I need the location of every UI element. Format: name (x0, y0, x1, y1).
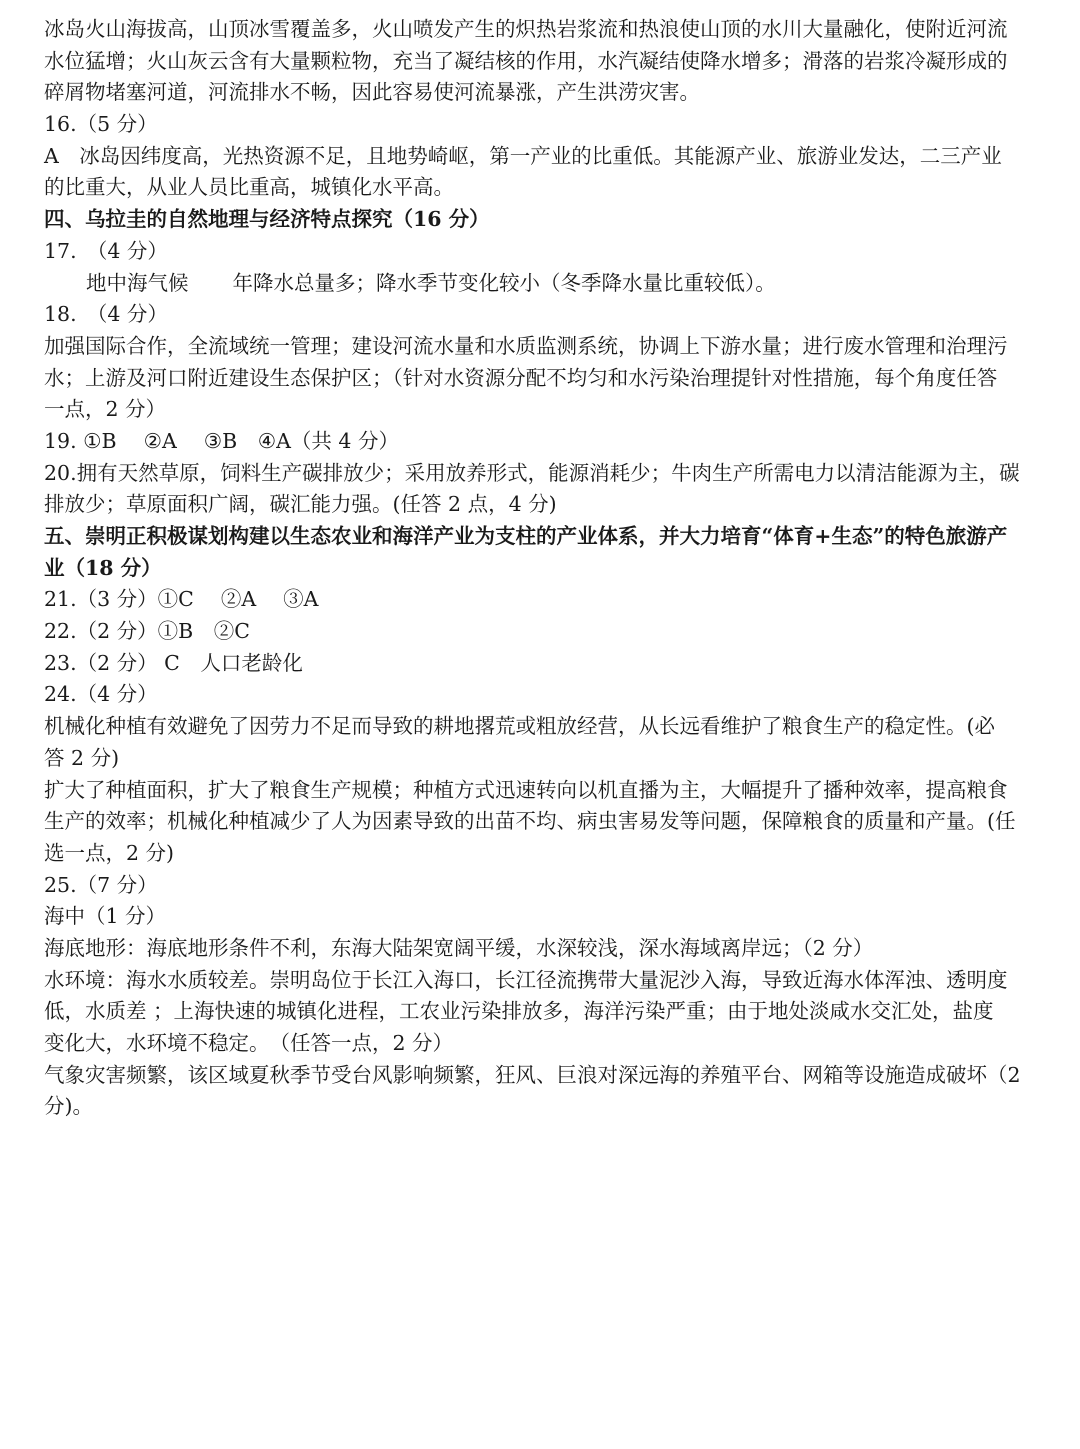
paragraph-line: 气象灾害频繁，该区域夏秋季节受台风影响频繁，狂风、巨浪对深远海的养殖平台、网箱等设施造成破坏（2 (44, 1062, 1021, 1087)
paragraph-line: 水；上游及河口附近建设生态保护区；（针对水资源分配不均匀和水污染治理提针对性措施，每个角度任答 (44, 365, 998, 390)
climate-feature: 年降水总量多；降水季节变化较小（冬季降水量比重较低）。 (232, 270, 776, 295)
question-number: 17. （4 分） (44, 238, 168, 263)
answer-line: 23.（2 分） C 人口老龄化 (44, 650, 303, 675)
paragraph-line: 的比重大，从业人员比重高，城镇化水平高。 (44, 175, 454, 200)
answer-line: 19. ①B ②A ③B ④A（共 4 分） (44, 428, 399, 453)
section-heading: 五、崇明正积极谋划构建以生态农业和海洋产业为支柱的产业体系，并大力培育“体育+生态”的特色旅游产 (44, 524, 1008, 548)
answer-key-document (44, 14, 1040, 1123)
paragraph-line: 扩大了种植面积，扩大了粮食生产规模；种植方式迅速转向以机直播为主，大幅提升了播种效率，提高粮食 (44, 777, 1008, 802)
paragraph-line: 加强国际合作，全流域统一管理；建设河流水量和水质监测系统，协调上下游水量；进行废水管理和治理污 (44, 333, 1008, 358)
paragraph-line: 低，水质差 ；上海快速的城镇化进程，工农业污染排放多，海洋污染严重；由于地处淡咸水交汇处，盐度 (44, 999, 994, 1024)
paragraph-line: 海中（1 分） (44, 904, 167, 929)
paragraph-line: 海底地形：海底地形条件不利，东海大陆架宽阔平缓，水深较浅，深水海域离岸远；（2 分） (44, 935, 874, 960)
paragraph-line: 机械化种植有效避免了因劳力不足而导致的耕地撂荒或粗放经营，从长远看维护了粮食生产的稳定性。(必 (44, 714, 995, 739)
section-heading: 四、乌拉圭的自然地理与经济特点探究（16 分） (44, 207, 490, 232)
paragraph-line: 碎屑物堵塞河道，河流排水不畅，因此容易使河流暴涨，产生洪涝灾害。 (44, 80, 700, 105)
question-number: 25.（7 分） (44, 872, 158, 897)
paragraph-line: 生产的效率；机械化种植减少了人为因素导致的出苗不均、病虫害易发等问题，保障粮食的质量和产量。(任 (44, 809, 1016, 834)
paragraph-line: 冰岛火山海拔高，山顶冰雪覆盖多，火山喷发产生的炽热岩浆流和热浪使山顶的水川大量融化，使附近河流 (44, 17, 1008, 41)
paragraph-line: 排放少；草原面积广阔，碳汇能力强。(任答 2 点，4 分) (44, 492, 557, 517)
question-number: 24.（4 分） (44, 682, 158, 707)
paragraph-line: 选一点，2 分) (44, 840, 175, 865)
paragraph-line: 答 2 分) (44, 745, 120, 770)
question-number: 18. （4 分） (44, 302, 168, 327)
answer-line (44, 268, 1040, 300)
paragraph-line: 变化大，水环境不稳定。 （任答一点，2 分） (44, 1031, 454, 1055)
answer-line: 22.（2 分）①B ②C (44, 619, 250, 644)
question-number: 16.（5 分） (44, 112, 158, 137)
paragraph-line: A 冰岛因纬度高，光热资源不足，且地势崎岖，第一产业的比重低。其能源产业、旅游业发达，二三产业 (44, 143, 1002, 168)
answer-line: 21.（3 分）①C ②A ③A (44, 587, 319, 612)
paragraph-line: 水位猛增；火山灰云含有大量颗粒物，充当了凝结核的作用，水汽凝结使降水增多；滑落的岩浆冷凝形成的 (44, 48, 1008, 73)
paragraph-line: 分)。 (44, 1094, 93, 1119)
paragraph-line: 20.拥有天然草原，饲料生产碳排放少；采用放养形式，能源消耗少；牛肉生产所需电力以清洁能源为主，碳 (44, 460, 1020, 485)
paragraph-line: 水环境：海水水质较差。崇明岛位于长江入海口，长江径流携带大量泥沙入海，导致近海水体浑浊、透明度 (44, 967, 1008, 992)
section-heading: 业（18 分） (44, 555, 162, 580)
climate-type: 地中海气候 (86, 270, 189, 295)
paragraph-line: 一点，2 分） (44, 397, 167, 422)
